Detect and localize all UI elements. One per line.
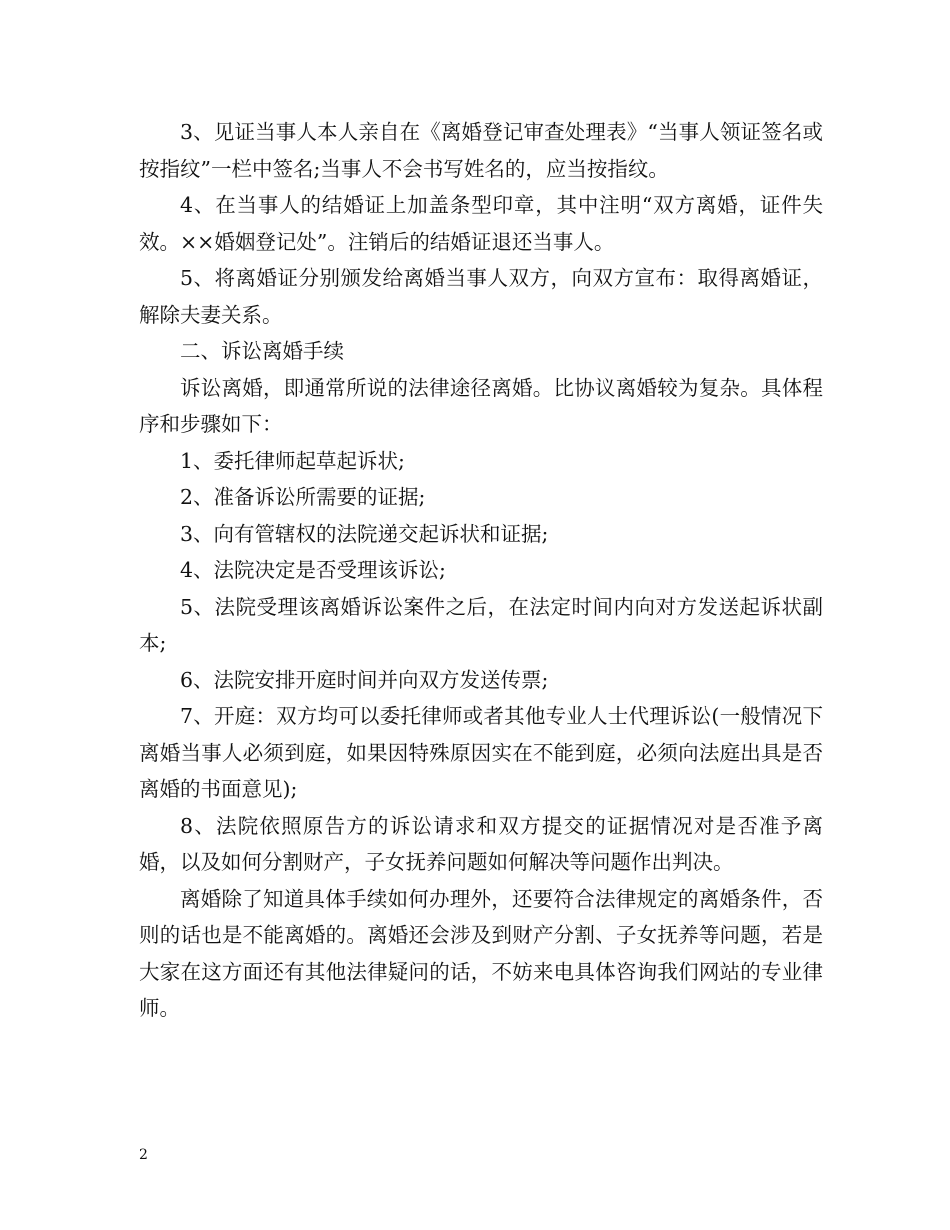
paragraph-litigation-intro: 诉讼离婚，即通常所说的法律途径离婚。比协议离婚较为复杂。具体程序和步骤如下： bbox=[139, 375, 823, 436]
list-item-step-5: 5、法院受理该离婚诉讼案件之后，在法定时间内向对方发送起诉状副本; bbox=[139, 594, 823, 655]
paragraph-step-4-stamp-certificate: 4、在当事人的结婚证上加盖条型印章，其中注明“双方离婚，证件失效。××婚姻登记处”。注销后的结婚证退还当事人。 bbox=[139, 193, 823, 254]
document-body bbox=[139, 114, 823, 1027]
list-item-step-1: 1、委托律师起草起诉状; bbox=[180, 448, 405, 473]
list-item-step-3: 3、向有管辖权的法院递交起诉状和证据; bbox=[180, 521, 549, 546]
list-item-step-6: 6、法院安排开庭时间并向双方发送传票; bbox=[180, 667, 549, 692]
list-item-step-2: 2、准备诉讼所需要的证据; bbox=[180, 485, 426, 509]
paragraph-step-5-issue-certificate: 5、将离婚证分别颁发给离婚当事人双方，向双方宣布：取得离婚证，解除夫妻关系。 bbox=[139, 266, 823, 327]
page-number: 2 bbox=[139, 1147, 148, 1163]
list-item-step-4: 4、法院决定是否受理该诉讼; bbox=[180, 558, 446, 582]
list-item-step-8: 8、法院依照原告方的诉讼请求和双方提交的证据情况对是否准予离婚，以及如何分割财产，子女抚养问题如何解决等问题作出判决。 bbox=[139, 813, 823, 874]
list-item-step-7: 7、开庭：双方均可以委托律师或者其他专业人士代理诉讼(一般情况下离婚当事人必须到庭，如果因特殊原因实在不能到庭，必须向法庭出具是否离婚的书面意见); bbox=[139, 704, 823, 801]
paragraph-step-3-witness-signature: 3、见证当事人本人亲自在《离婚登记审查处理表》“当事人领证签名或按指纹”一栏中签名;当事人不会书写姓名的，应当按指纹。 bbox=[139, 120, 823, 181]
section-heading-litigation-divorce: 二、诉讼离婚手续 bbox=[180, 339, 344, 363]
paragraph-closing-advice: 离婚除了知道具体手续如何办理外，还要符合法律规定的离婚条件，否则的话也是不能离婚的。离婚还会涉及到财产分割、子女抚养等问题，若是大家在这方面还有其他法律疑问的话，不妨来电具体咨询我们网站的专业律师。 bbox=[139, 886, 823, 1020]
